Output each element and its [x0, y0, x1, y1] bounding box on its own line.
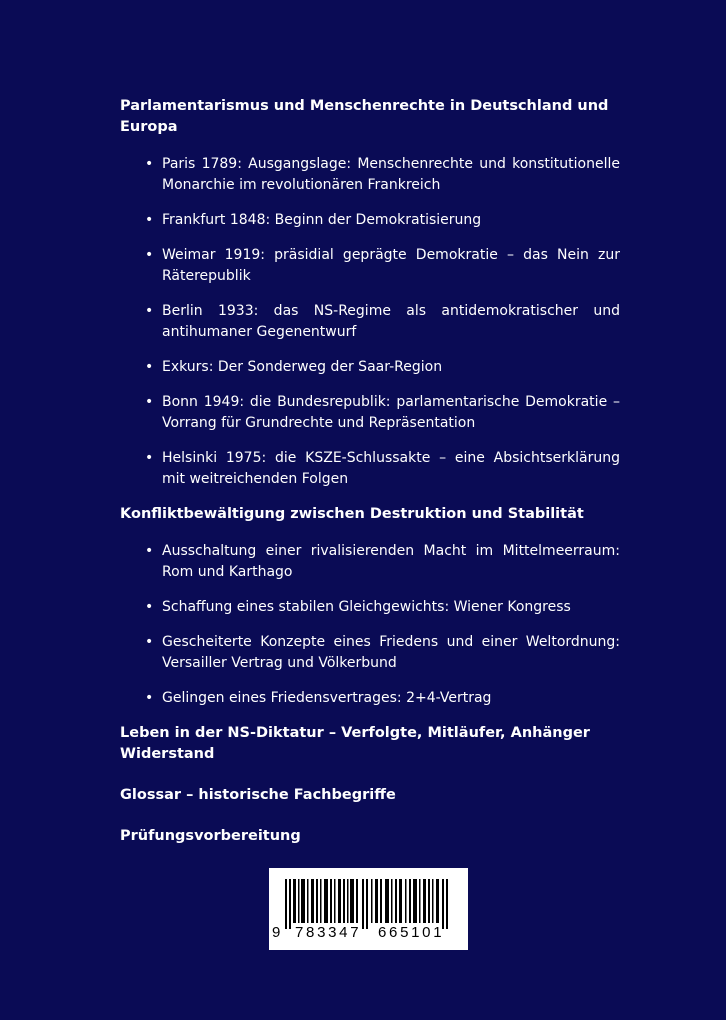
- isbn-right-group: 665101: [378, 924, 445, 941]
- section-title-pruefungsvorbereitung: Prüfungsvorbereitung: [120, 828, 301, 844]
- isbn-left-group: 783347: [295, 924, 362, 941]
- bullet-icon: •: [145, 359, 154, 375]
- section-title-ns-diktatur: Leben in der NS-Diktatur – Verfolgte, Mitläufer, Anhänger Widerstand: [120, 725, 590, 762]
- isbn-digits: [270, 924, 469, 942]
- section-title-glossar: Glossar – historische Fachbegriffe: [120, 787, 396, 803]
- section-list-parlamentarismus: [120, 154, 620, 490]
- list-item: • Ausschaltung einer rivalisierenden Macht im Mittelmeerraum: Rom und Karthago: [145, 543, 620, 580]
- list-item: • Bonn 1949: die Bundesrepublik: parlamentarische Demokratie – Vorrang für Grundrechte und Repräsentation: [145, 394, 620, 431]
- isbn-first-digit: 9: [272, 924, 281, 941]
- list-item: • Gescheiterte Konzepte eines Friedens und einer Weltordnung: Versailler Vertrag und Völkerbund: [145, 634, 620, 671]
- barcode-bars-icon: [282, 879, 458, 929]
- list-item: • Helsinki 1975: die KSZE-Schlussakte – eine Absichtserklärung mit weitreichenden Folgen: [145, 450, 620, 487]
- section-title-konfliktbewaeltigung: Konfliktbewältigung zwischen Destruktion und Stabilität: [120, 506, 584, 522]
- section-title-parlamentarismus: Parlamentarismus und Menschenrechte in Deutschland und Europa: [120, 98, 609, 135]
- bullet-icon: •: [145, 599, 154, 615]
- bullet-icon: •: [145, 156, 154, 172]
- list-item: • Exkurs: Der Sonderweg der Saar-Region: [162, 357, 620, 378]
- bullet-icon: •: [145, 394, 154, 410]
- bullet-icon: •: [145, 303, 154, 319]
- bullet-icon: •: [145, 247, 154, 263]
- list-item: • Gelingen eines Friedensvertrages: 2+4-Vertrag: [162, 688, 620, 709]
- bullet-icon: •: [145, 212, 154, 228]
- isbn-barcode: [269, 868, 468, 950]
- bullet-icon: •: [145, 543, 154, 559]
- section-list-konfliktbewaeltigung: [120, 541, 620, 709]
- bullet-icon: •: [145, 690, 154, 706]
- list-item: • Frankfurt 1848: Beginn der Demokratisierung: [162, 210, 620, 231]
- bullet-icon: •: [145, 634, 154, 650]
- list-item: • Schaffung eines stabilen Gleichgewichts: Wiener Kongress: [162, 597, 620, 618]
- list-item: • Paris 1789: Ausgangslage: Menschenrechte und konstitutionelle Monarchie im revolutionären Frankreich: [145, 156, 620, 193]
- list-item: • Berlin 1933: das NS-Regime als antidemokratischer und antihumaner Gegenentwurf: [145, 303, 620, 340]
- bullet-icon: •: [145, 450, 154, 466]
- back-cover-contents: [120, 96, 620, 847]
- list-item: • Weimar 1919: präsidial geprägte Demokratie – das Nein zur Räterepublik: [145, 247, 620, 284]
